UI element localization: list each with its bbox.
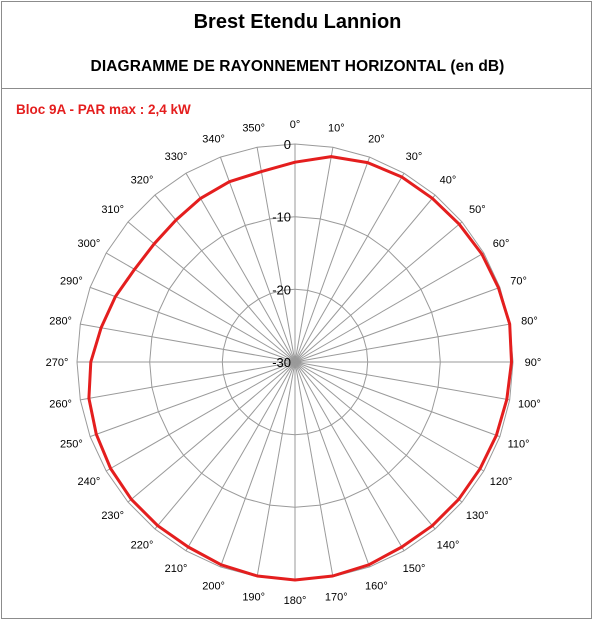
series-point <box>109 467 111 469</box>
series-point <box>90 361 92 363</box>
series-point <box>95 433 97 435</box>
angle-tick-label: 310° <box>101 204 125 216</box>
angle-tick-label: 20° <box>368 133 385 146</box>
angle-tick-label: 0° <box>289 119 301 131</box>
chart-title: Brest Etendu Lannion <box>193 11 402 33</box>
series-point <box>187 546 189 548</box>
series-point <box>368 564 370 566</box>
angle-tick-label: 150° <box>402 563 426 576</box>
angle-tick-label: 110° <box>507 438 530 451</box>
angle-tick-label: 90° <box>524 357 542 369</box>
radial-tick-label: 0 <box>283 137 291 152</box>
series-point <box>228 181 230 183</box>
series-point <box>153 243 155 245</box>
angle-tick-label: 120° <box>489 476 513 488</box>
angle-tick-label: 290° <box>60 275 83 288</box>
series-point <box>114 295 116 297</box>
series-point <box>332 575 334 577</box>
angle-tick-label: 130° <box>465 510 489 522</box>
series-point <box>497 287 499 289</box>
angle-tick-label: 220° <box>130 539 154 552</box>
radial-tick-label: -20 <box>272 282 291 298</box>
angle-tick-label: 260° <box>49 398 72 411</box>
radial-tick-label: -10 <box>272 209 291 225</box>
series-point <box>220 564 222 566</box>
angle-tick-label: 140° <box>436 539 460 552</box>
series-point <box>401 546 403 548</box>
series-point <box>431 525 433 527</box>
series-point <box>366 161 368 163</box>
angle-tick-label: 70° <box>510 275 527 288</box>
series-point <box>133 268 135 270</box>
polar-grid <box>77 144 513 580</box>
series-point <box>294 579 296 581</box>
angle-tick-label: 330° <box>164 150 188 163</box>
series-point <box>481 253 483 255</box>
series-point <box>510 361 512 363</box>
angle-tick-label: 190° <box>242 591 266 604</box>
radial-tick-label: -30 <box>272 355 291 370</box>
series-point <box>509 323 511 325</box>
angle-tick-label: 60° <box>492 238 510 250</box>
series-point <box>330 155 332 157</box>
radial-tick-labels <box>272 137 291 370</box>
series-point <box>130 498 132 500</box>
series-point <box>479 468 481 470</box>
series-point <box>260 170 262 172</box>
angle-tick-label: 210° <box>164 563 188 576</box>
chart-subtitle: DIAGRAMME DE RAYONNEMENT HORIZONTAL (en dB) <box>90 58 505 75</box>
angle-tick-label: 80° <box>521 315 538 328</box>
angle-tick-label: 280° <box>49 315 72 328</box>
series-point <box>495 434 497 436</box>
series-point <box>431 197 433 199</box>
series-point <box>256 575 258 577</box>
series-point <box>401 176 403 178</box>
angle-tick-label: 270° <box>45 357 69 369</box>
angle-tick-label: 240° <box>77 476 101 488</box>
angle-tick-label: 30° <box>405 150 423 163</box>
angle-tick-label: 100° <box>518 398 541 411</box>
series-point <box>157 525 159 527</box>
angle-tick-label: 50° <box>468 204 486 216</box>
angle-tick-label: 40° <box>439 174 457 187</box>
series-point <box>199 197 201 199</box>
angle-tick-label: 230° <box>101 510 125 522</box>
angle-tick-label: 10° <box>327 122 345 135</box>
series-point <box>458 223 460 225</box>
series-point <box>458 498 460 500</box>
angle-tick-label: 340° <box>202 133 225 146</box>
angle-tick-label: 200° <box>202 580 225 593</box>
series-point <box>175 219 177 221</box>
series-label: Bloc 9A - PAR max : 2,4 kW <box>16 102 191 117</box>
series-point <box>294 161 296 163</box>
angle-tick-label: 350° <box>242 122 266 135</box>
series-point <box>506 398 508 400</box>
angle-tick-label: 180° <box>283 595 307 607</box>
angle-tick-label: 170° <box>324 591 348 604</box>
angle-tick-label: 160° <box>365 580 388 593</box>
series-point <box>100 327 102 329</box>
series-point <box>88 397 90 399</box>
angle-tick-label: 250° <box>60 438 83 451</box>
angle-tick-label: 300° <box>77 238 101 250</box>
angle-tick-label: 320° <box>130 174 154 187</box>
